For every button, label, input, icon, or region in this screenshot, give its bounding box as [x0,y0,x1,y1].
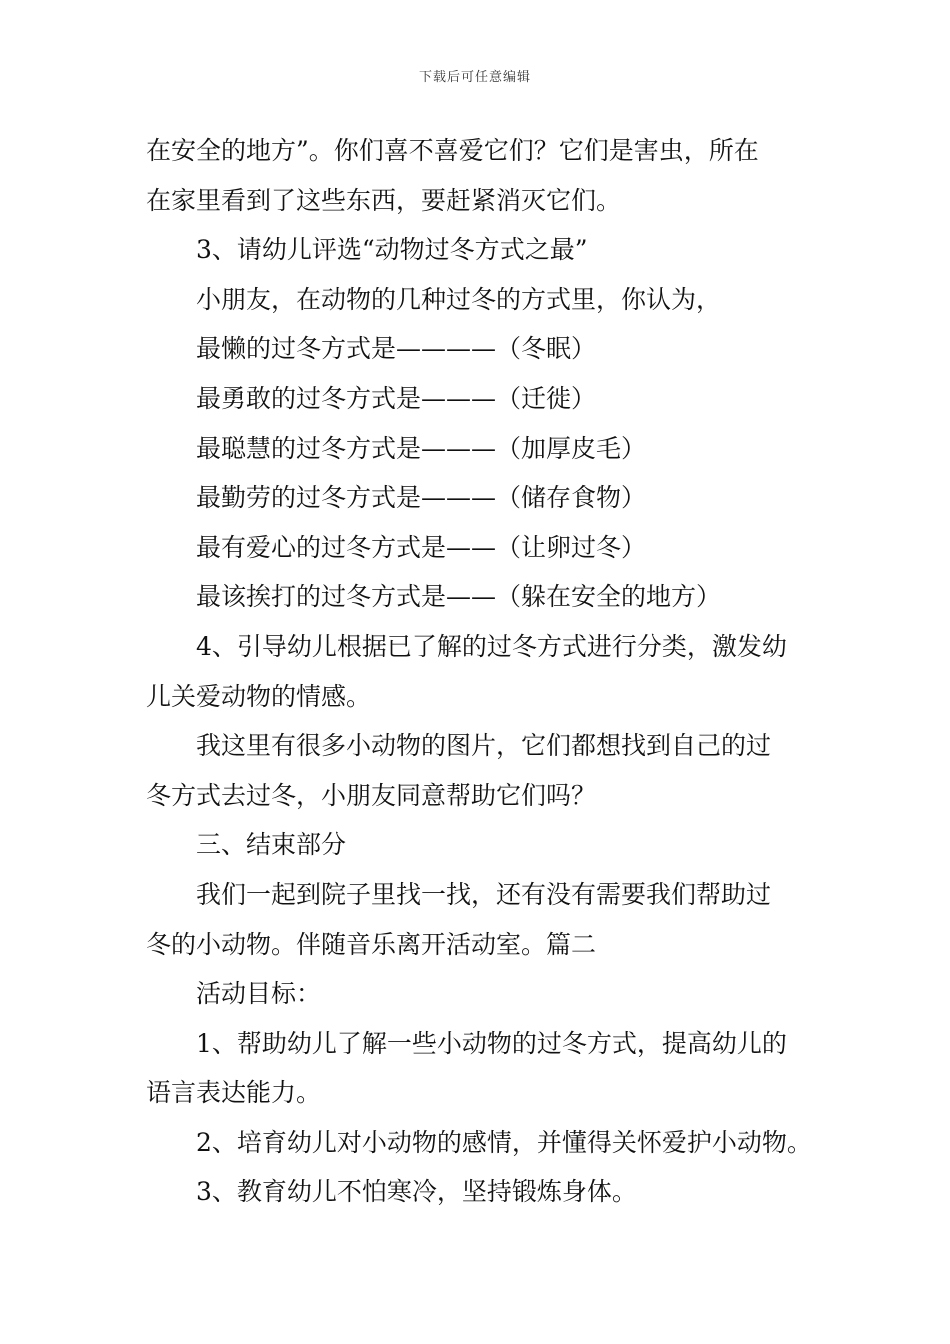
text-line: 最聪慧的过冬方式是———（加厚皮毛） [196,433,647,463]
text-line: 最懒的过冬方式是————（冬眠） [196,334,597,364]
section-heading: 活动目标： [196,979,322,1009]
text-line: 最该挨打的过冬方式是——（躲在安全的地方） [196,582,722,612]
document-body [146,126,810,1217]
section-heading: 三、结束部分 [196,830,347,860]
text-line: 小朋友，在动物的几种过冬的方式里，你认为， [196,284,722,314]
text-line: 1、帮助幼儿了解一些小动物的过冬方式，提高幼儿的 [196,1028,787,1058]
text-line: 冬方式去过冬，小朋友同意帮助它们吗？ [146,780,597,810]
text-line: 在安全的地方”。你们喜不喜爱它们？它们是害虫，所在 [146,136,759,165]
text-line: 最有爱心的过冬方式是——（让卵过冬） [196,532,647,562]
text-line: 我这里有很多小动物的图片，它们都想找到自己的过 [196,731,772,761]
text-line: 儿关爱动物的情感。 [146,681,372,711]
text-line: 最勇敢的过冬方式是———（迁徙） [196,383,597,413]
text-line: 最勤劳的过冬方式是———（储存食物） [196,483,647,513]
text-line: 冬的小动物。伴随音乐离开活动室。篇二 [146,929,597,959]
text-line: 语言表达能力。 [146,1078,322,1108]
text-line: 3、请幼儿评选“动物过冬方式之最” [196,235,588,265]
text-line: 我们一起到院子里找一找，还有没有需要我们帮助过 [196,879,772,909]
text-line: 4、引导幼儿根据已了解的过冬方式进行分类，激发幼 [196,631,787,661]
text-line: 2、培育幼儿对小动物的感情，并懂得关怀爱护小动物。 [196,1127,812,1157]
text-line: 3、教育幼儿不怕寒冷，坚持锻炼身体。 [196,1177,637,1207]
text-line: 在家里看到了这些东西，要赶紧消灭它们。 [146,185,622,215]
page-header: 下载后可任意编辑 [418,70,531,85]
